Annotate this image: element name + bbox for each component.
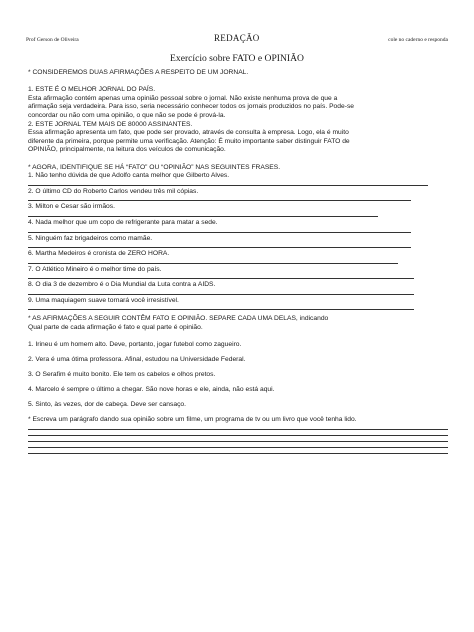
answer-line[interactable]: [28, 278, 414, 279]
answer-line[interactable]: [28, 263, 398, 264]
section3-prompt: * Escreva um parágrafo dando sua opinião sobre um filme, um programa de tv ou um livro que você tenha lido.: [28, 416, 357, 424]
sentence-item: 8. O dia 3 de dezembro é o Dia Mundial da Luta contra a AIDS.: [28, 281, 216, 289]
answer-line[interactable]: [28, 232, 411, 233]
section2-heading-cont: Qual parte de cada afirmação é fato e qual parte é opinião.: [28, 324, 203, 332]
intro-heading: * CONSIDEREMOS DUAS AFIRMAÇÕES A RESPEITO DE UM JORNAL.: [28, 69, 249, 76]
answer-line[interactable]: [28, 216, 378, 217]
intro-line: diferente da primeira, porque permite uma verificação. Atenção: É muito importante saber distinguir FATO de: [28, 137, 350, 145]
subject-title: REDAÇÃO: [214, 33, 260, 43]
writing-line[interactable]: [28, 441, 448, 442]
sentence-item: 7. O Atlético Mineiro é o melhor time do país.: [28, 265, 162, 273]
answer-line[interactable]: [28, 294, 414, 295]
statement-item: 4. Marcelo é sempre o último a chegar. São nove horas e ele, ainda, não está aqui.: [28, 386, 275, 394]
sentence-item: 6. Martha Medeiros é cronista de ZERO HORA.: [28, 250, 170, 258]
intro-line: Esta afirmação contém apenas uma opinião pessoal sobre o jornal. Não existe nenhuma prova de que a: [28, 94, 338, 102]
writing-line[interactable]: [28, 453, 448, 454]
writing-line[interactable]: [28, 429, 448, 430]
teacher-name: Prof Gerson de Oliveira: [26, 37, 79, 43]
intro-line: Essa afirmação apresenta um fato, que pode ser provado, através de consulta à empresa. Logo, ela é muito: [28, 129, 349, 137]
sentence-item: 9. Uma maquiagem suave tornará você irresistível.: [28, 296, 179, 304]
statement-item: 2. Vera é uma ótima professora. Afinal, estudou na Universidade Federal.: [28, 356, 246, 364]
section2-heading: * AS AFIRMAÇÕES A SEGUIR CONTÊM FATO E OPINIÃO. SEPARE CADA UMA DELAS, indicando: [28, 315, 329, 323]
sentence-item: 1. Não tenho dúvida de que Adolfo canta melhor que Gilberto Alves.: [28, 172, 230, 180]
statement-item: 1. Irineu é um homem alto. Deve, portanto, jogar futebol como zagueiro.: [28, 341, 242, 349]
sentence-item: 5. Ninguém faz brigadeiros como mamãe.: [28, 234, 153, 242]
worksheet-content: [28, 69, 448, 456]
statement-item: 3. O Serafim é muito bonito. Ele tem os cabelos e olhos pretos.: [28, 371, 216, 379]
header-instruction: cole no caderno e responda: [388, 37, 448, 43]
section1-heading: * AGORA, IDENTIFIQUE SE HÁ “FATO” OU “OPINIÃO” NAS SEGUINTES FRASES.: [28, 163, 281, 171]
answer-line[interactable]: [28, 309, 414, 310]
answer-line[interactable]: [28, 247, 411, 248]
writing-line[interactable]: [28, 447, 448, 448]
intro-line: 1. ESTE É O MELHOR JORNAL DO PAÍS.: [28, 86, 156, 94]
sentence-item: 4. Nada melhor que um copo de refrigerante para matar a sede.: [28, 218, 218, 226]
answer-line[interactable]: [28, 185, 428, 186]
intro-line: OPINIÃO, principalmente, na leitura dos veículos de comunicação.: [28, 146, 226, 154]
answer-line[interactable]: [28, 200, 411, 201]
sentence-item: 2. O último CD do Roberto Carlos vendeu três mil cópias.: [28, 187, 199, 195]
sentence-item: 3. Milton e Cesar são irmãos.: [28, 203, 115, 211]
intro-line: afirmação seja verdadeira. Para isso, seria necessário conhecer todos os jornais produzidos no país. Pode-se: [28, 103, 355, 111]
section2-items: [28, 341, 448, 410]
page-header: [26, 35, 448, 47]
intro-line: concordar ou não com uma opinião, o que não se pode é prová-la.: [28, 111, 226, 119]
intro-line: 2. ESTE JORNAL TEM MAIS DE 80000 ASSINANTES.: [28, 120, 193, 128]
worksheet-title: Exercício sobre FATO e OPINIÃO: [170, 53, 304, 64]
writing-line[interactable]: [28, 435, 448, 436]
statement-item: 5. Sinto, às vezes, dor de cabeça. Deve ser cansaço.: [28, 401, 186, 409]
